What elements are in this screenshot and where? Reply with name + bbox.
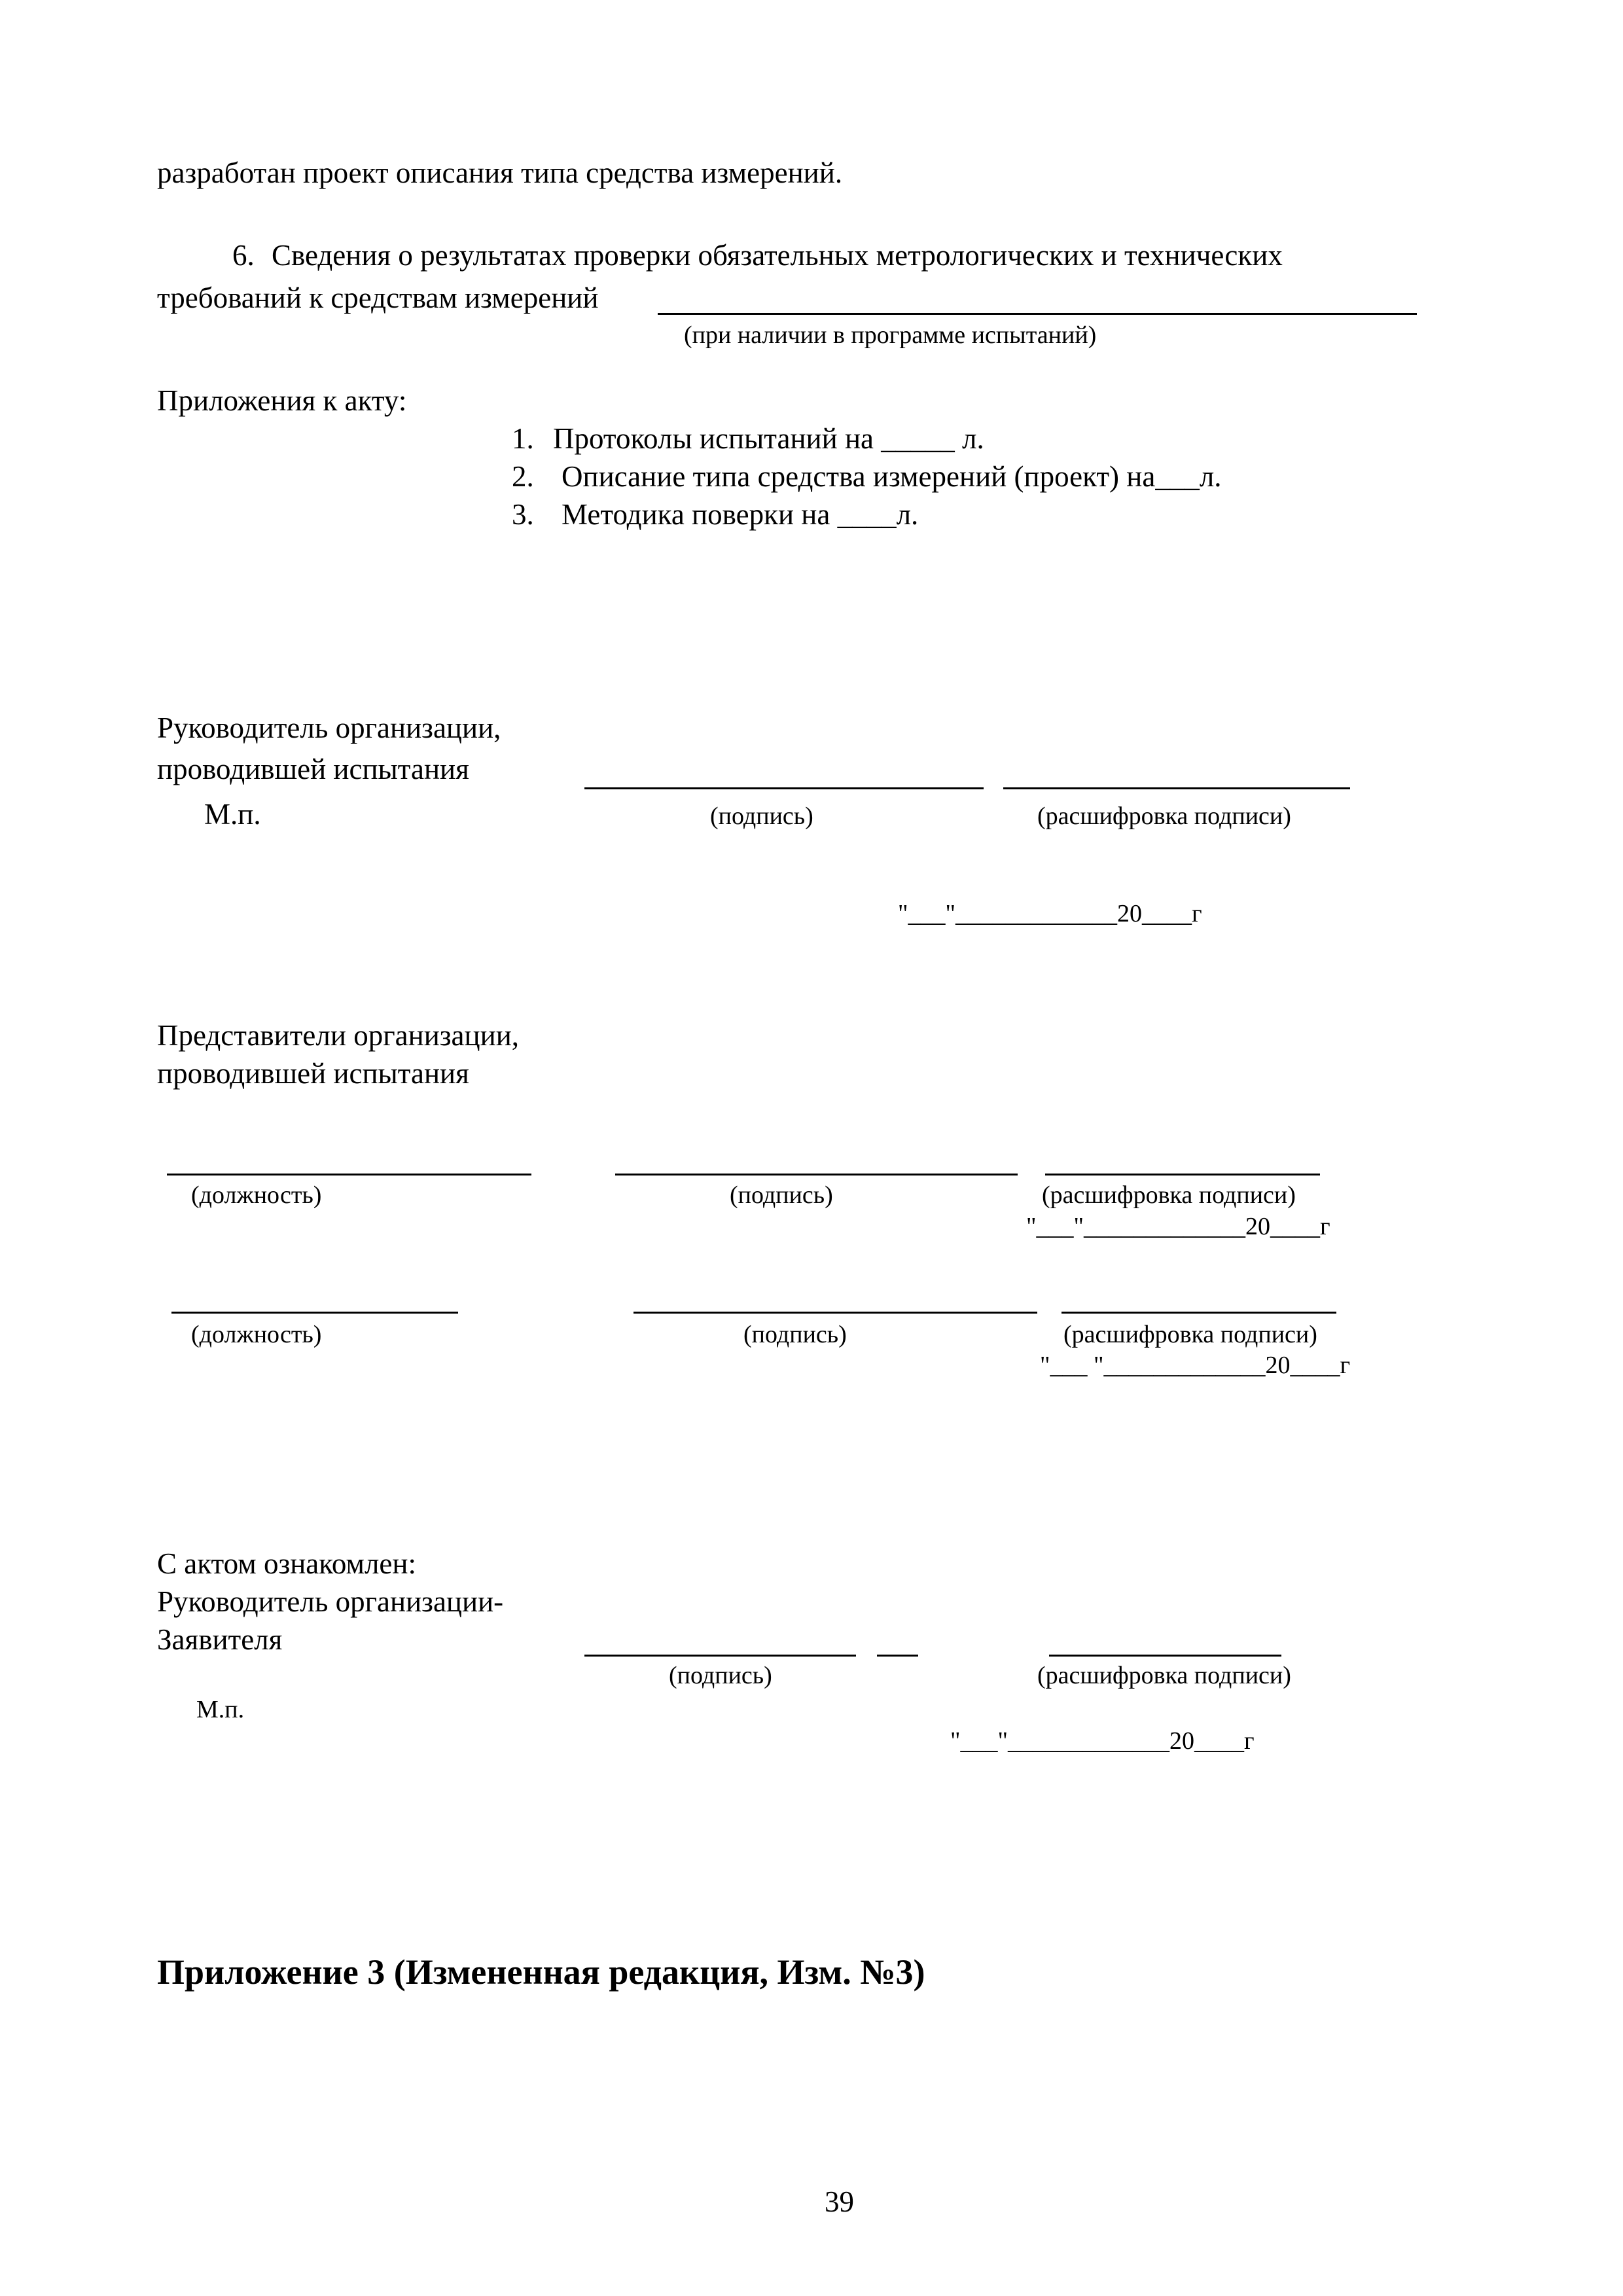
head-line2: проводившей испытания — [157, 753, 469, 785]
ack-signature-line — [584, 1655, 856, 1657]
ack-line1: С актом ознакомлен: — [157, 1547, 416, 1580]
attachments-heading: Приложения к акту: — [157, 384, 407, 417]
item6-line1: Сведения о результатах проверки обязательных метрологических и технических — [272, 239, 1283, 272]
rep1-position-caption: (должность) — [191, 1181, 322, 1209]
reps-line2: проводившей испытания — [157, 1057, 469, 1090]
page-number: 39 — [825, 2185, 854, 2218]
ack-signature-caption: (подпись) — [669, 1662, 772, 1689]
rep1-signature-line — [615, 1174, 1018, 1175]
rep2-signature-line — [633, 1312, 1037, 1314]
attachment-1-num: 1. — [512, 422, 534, 455]
rep1-decode-caption: (расшифровка подписи) — [1042, 1181, 1296, 1209]
ack-stamp: М.п. — [196, 1696, 245, 1723]
attachment-3-text: Методика поверки на ____л. — [562, 498, 919, 531]
ack-decode-line — [1049, 1655, 1281, 1657]
rep1-decode-line — [1045, 1174, 1320, 1175]
head-signature-line — [584, 787, 984, 789]
rep2-decode-line — [1061, 1312, 1336, 1314]
ack-line2: Руководитель организации- — [157, 1585, 504, 1618]
rep1-date: "___"_____________20____г — [1026, 1213, 1330, 1240]
ack-line3: Заявителя — [157, 1623, 283, 1656]
rep2-position-caption: (должность) — [191, 1321, 322, 1348]
rep2-date: "___ "_____________20____г — [1040, 1352, 1351, 1379]
head-date: "___"_____________20____г — [898, 900, 1202, 927]
attachment-3-num: 3. — [512, 498, 534, 531]
item6-number: 6. — [232, 239, 255, 272]
ack-signature-line-extra — [877, 1655, 918, 1657]
intro-line: разработан проект описания типа средства измерений. — [157, 156, 843, 189]
head-signature-caption: (подпись) — [710, 802, 813, 830]
attachment-2-text: Описание типа средства измерений (проект) на___л. — [562, 460, 1222, 493]
rep2-decode-caption: (расшифровка подписи) — [1063, 1321, 1317, 1348]
head-decode-caption: (расшифровка подписи) — [1037, 802, 1291, 830]
rep1-position-line — [167, 1174, 531, 1175]
appendix-title: Приложение 3 (Измененная редакция, Изм. №3) — [157, 1952, 925, 1992]
head-line1: Руководитель организации, — [157, 711, 501, 744]
item6-note: (при наличии в программе испытаний) — [684, 321, 1097, 349]
attachment-1-text: Протоколы испытаний на _____ л. — [553, 422, 984, 455]
ack-decode-caption: (расшифровка подписи) — [1037, 1662, 1291, 1689]
head-decode-line — [1003, 787, 1350, 789]
attachment-2-num: 2. — [512, 460, 534, 493]
item6-line2: требований к средствам измерений — [157, 281, 599, 314]
head-stamp: М.п. — [204, 798, 261, 831]
ack-date: "___"_____________20____г — [950, 1727, 1255, 1755]
rep1-signature-caption: (подпись) — [730, 1181, 833, 1209]
item6-fill-line — [658, 313, 1417, 315]
rep2-signature-caption: (подпись) — [743, 1321, 847, 1348]
reps-line1: Представители организации, — [157, 1019, 520, 1052]
rep2-position-line — [171, 1312, 458, 1314]
